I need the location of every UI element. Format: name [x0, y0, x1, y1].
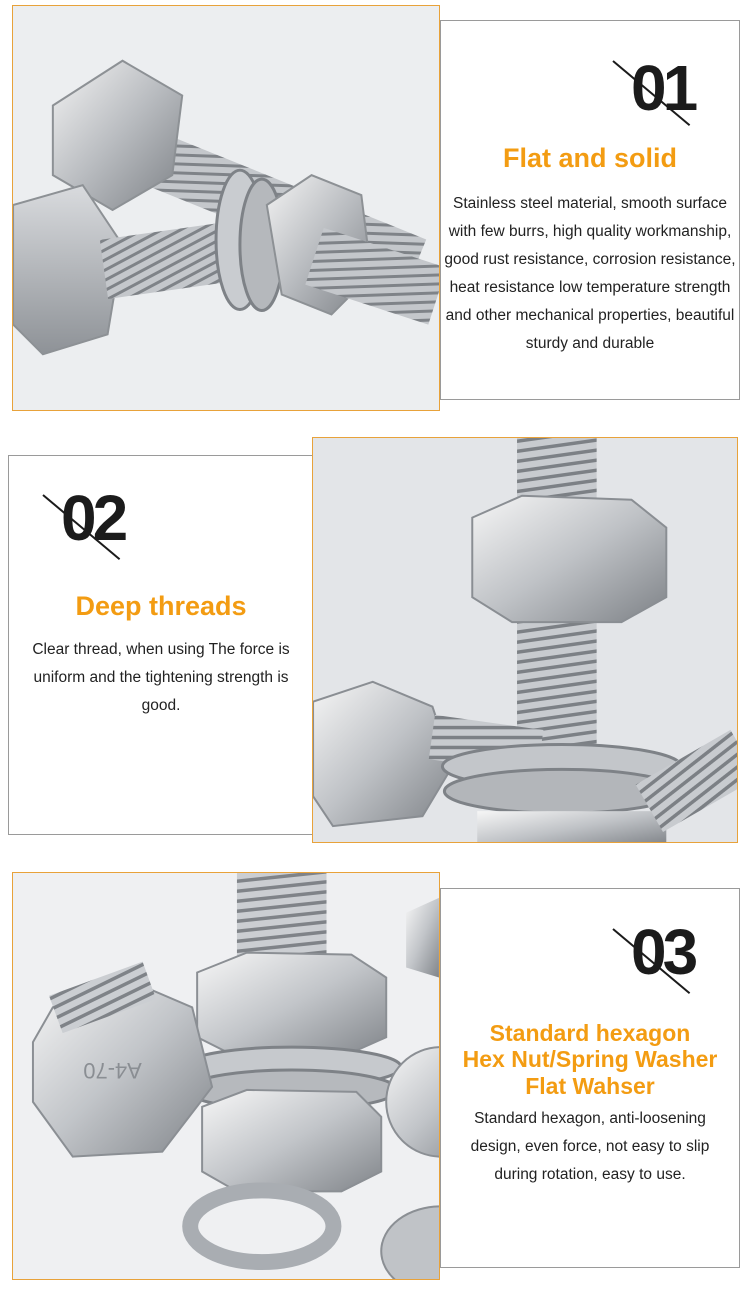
- feature-number-3: [441, 916, 739, 990]
- bolt-marking-text: A4-70: [83, 1058, 142, 1084]
- feature-title-2: Deep threads: [75, 591, 247, 621]
- feature-description-3: Standard hexagon, anti-loosening design, even force, not easy to slip during rotation, easy to use.: [470, 1110, 710, 1184]
- feature-text-2: [9, 480, 313, 720]
- feature-number-digits: 01: [631, 52, 695, 124]
- bolt-and-nut-illustration: [13, 6, 439, 410]
- feature-section-2: [0, 430, 750, 850]
- feature-number-digits: 02: [61, 482, 125, 554]
- feature-number-2: [9, 480, 313, 554]
- feature-section-1: [0, 0, 750, 420]
- bolts-photo-1: [12, 5, 440, 411]
- feature-description-1: Stainless steel material, smooth surface with few burrs, high quality workmanship, good rust resistance, corrosion resistance, heat resistance low temperature strength and other mechanical properties, beautiful sturdy and durable: [444, 194, 736, 352]
- hex-bolt-washer-illustration: [13, 873, 439, 1279]
- feature-number-1: [441, 50, 739, 124]
- bolts-photo-3: [12, 872, 440, 1280]
- feature-title-3-line-3: Flat Wahser: [525, 1072, 655, 1099]
- feature-section-3: [0, 860, 750, 1290]
- bolts-photo-2: [312, 437, 738, 843]
- feature-title-1: Flat and solid: [502, 143, 677, 173]
- feature-title-3-line-1: Standard hexagon: [489, 1020, 691, 1046]
- feature-number-digits: 03: [631, 916, 695, 988]
- feature-description-2: Clear thread, when using The force is uniform and the tightening strength is good.: [32, 640, 290, 714]
- threaded-bolt-illustration: [313, 438, 737, 842]
- feature-title-3-line-2: Hex Nut/Spring Washer: [462, 1046, 718, 1073]
- feature-text-3: [441, 916, 739, 1189]
- feature-text-1: [441, 50, 739, 358]
